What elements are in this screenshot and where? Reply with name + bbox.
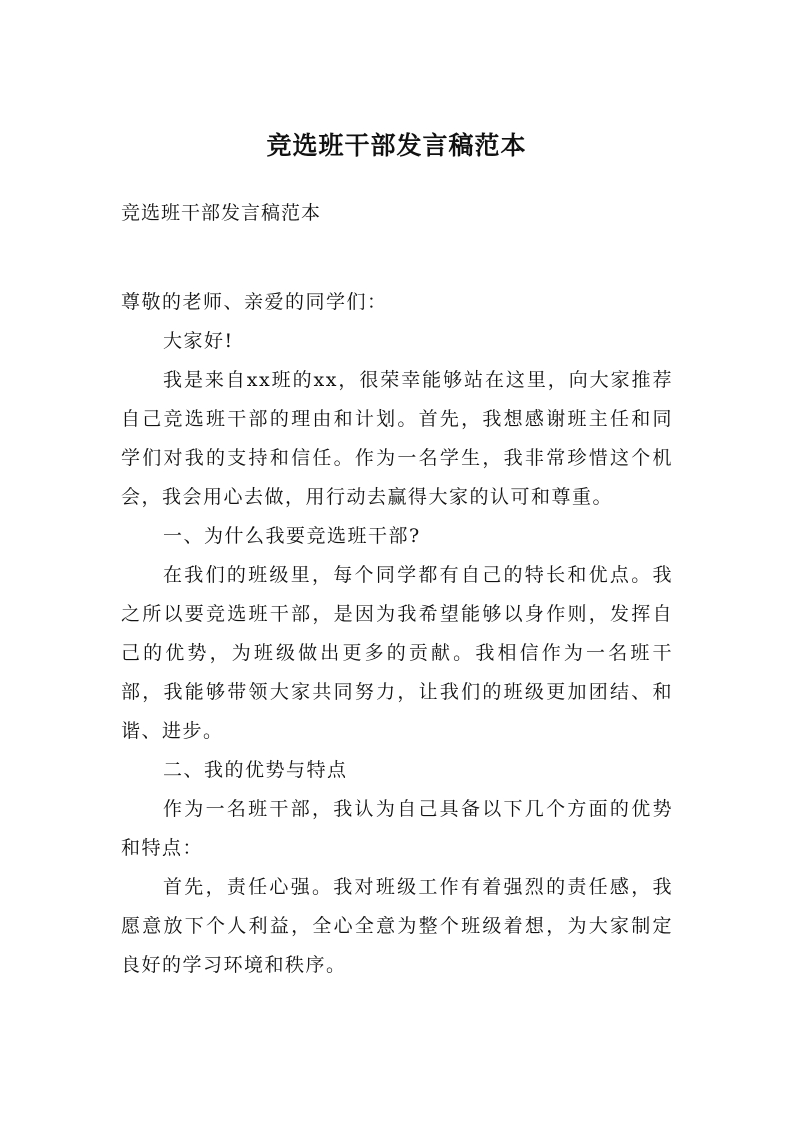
paragraph-responsibility: 首先，责任心强。我对班级工作有着强烈的责任感，我愿意放下个人利益，全心全意为整个班级着想，为大家制定良好的学习环境和秩序。 [121, 876, 673, 976]
section-heading-why: 一、为什么我要竞选班干部? [163, 525, 421, 547]
paragraph-strengths-intro: 作为一名班干部，我认为自己具备以下几个方面的优势和特点： [121, 798, 673, 859]
paragraph-why: 在我们的班级里，每个同学都有自己的特长和优点。我之所以要竞选班干部，是因为我希望能够以身作则，发挥自己的优势，为班级做出更多的贡献。我相信作为一名班干部，我能够带领大家共同努力，让我们的班级更加团结、和谐、进步。 [121, 564, 673, 742]
section-heading-strengths: 二、我的优势与特点 [163, 759, 348, 781]
salutation: 尊敬的老师、亲爱的同学们： [121, 291, 388, 313]
paragraph-intro: 我是来自xx班的xx，很荣幸能够站在这里，向大家推荐自己竞选班干部的理由和计划。首先，我想感谢班主任和同学们对我的支持和信任。作为一名学生，我非常珍惜这个机会，我会用心去做，用行动去赢得大家的认可和尊重。 [121, 369, 673, 508]
document-subtitle: 竞选班干部发言稿范本 [121, 202, 322, 224]
greeting: 大家好! [163, 330, 234, 352]
document-title: 竞选班干部发言稿范本 [266, 131, 527, 160]
document-body [121, 283, 673, 985]
